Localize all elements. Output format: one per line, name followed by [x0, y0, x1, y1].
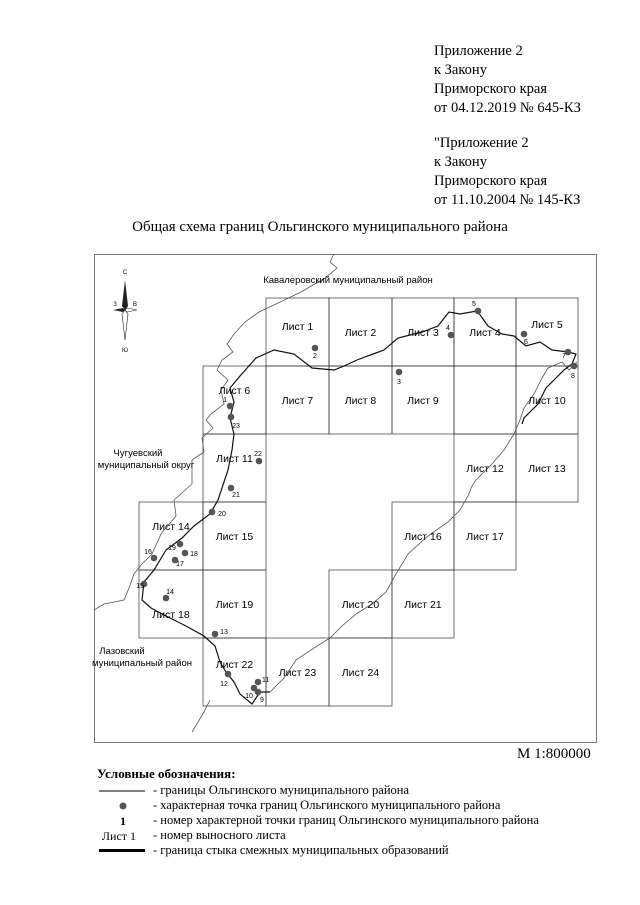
compass-w: З [113, 302, 117, 308]
boundary-point-dot [228, 485, 235, 492]
sheet-label: Лист 11 [216, 453, 253, 465]
boundary-point-dot [255, 679, 262, 686]
compass-e: В [132, 302, 138, 308]
boundary-point-number: 9 [260, 697, 264, 704]
boundary-point-number: 20 [218, 511, 226, 518]
legend-item-point-number [97, 813, 539, 828]
legend-item-junction [97, 843, 449, 858]
boundary-point-number: 15 [136, 583, 144, 590]
sheet-label: Лист 24 [341, 667, 380, 679]
boundary-point-number: 10 [245, 693, 253, 700]
amendment-appendix-line: Приложение 2 [434, 43, 523, 59]
legend-text: - номер выносного листа [153, 828, 286, 842]
boundary-point-labels [136, 301, 575, 704]
boundary-point-number: 11 [262, 677, 270, 684]
sheet-cell [139, 502, 203, 570]
outer-neighbor-line [94, 254, 337, 610]
boundary-point-number: 14 [166, 589, 174, 596]
boundary-point-number: 5 [472, 301, 476, 308]
neighbor-west-label-2: муниципальный округ [97, 460, 195, 471]
boundary-point-number: 22 [254, 451, 262, 458]
legend-text: - границы Ольгинского муниципального района [153, 783, 410, 797]
original-date-line: от 11.10.2004 № 145-КЗ [434, 192, 581, 208]
legend-text: - номер характерной точки границ Ольгинского муниципального района [153, 813, 539, 827]
map-scale: М 1:800000 [517, 746, 591, 762]
boundary-point-number: 21 [232, 492, 240, 499]
legend-item-point [97, 798, 501, 813]
sheet-label: Лист 12 [466, 463, 504, 475]
neighbor-southwest-label-2: муниципальный район [91, 658, 193, 669]
sheet-label: Лист 8 [344, 395, 377, 407]
boundary-point-number: 8 [571, 373, 575, 380]
boundary-point-number: 2 [313, 353, 317, 360]
boundary-point-number: 16 [144, 549, 152, 556]
point-number-symbol [97, 813, 149, 828]
boundary-point-dot [251, 685, 258, 692]
neighbor-north-label: Кавалеровский муниципальный район [263, 275, 433, 286]
sheet-label: Лист 22 [215, 659, 254, 671]
sheet-label: Лист 10 [528, 395, 566, 407]
amendment-date-line: от 04.12.2019 № 645-КЗ [434, 100, 581, 116]
boundary-point-number: 7 [562, 353, 566, 360]
sheet-label: Лист 23 [278, 667, 317, 679]
boundary-point-dot [448, 332, 455, 339]
point-dot-icon [97, 798, 149, 813]
boundary-point-number: 1 [223, 397, 227, 404]
sheet-cell [454, 366, 516, 434]
compass-s: Ю [121, 348, 129, 354]
legend-title: Условные обозначения: [97, 766, 236, 781]
original-appendix-line: "Приложение 2 [434, 135, 529, 151]
boundary-line-icon [97, 783, 149, 798]
original-law-line: к Закону [434, 154, 487, 170]
junction-line-icon [97, 843, 149, 858]
legend-item-sheet [97, 828, 286, 843]
sheet-cell [139, 570, 203, 638]
boundary-point-dot [475, 308, 482, 315]
compass-rose-icon [113, 270, 137, 354]
sheet-label: Лист 1 [281, 321, 314, 333]
sheet-label: Лист 17 [466, 531, 504, 543]
boundary-point-dot [182, 550, 189, 557]
boundary-point-number: 23 [232, 423, 240, 430]
boundary-point-number: 17 [176, 561, 184, 568]
sheet-label: Лист 3 [407, 327, 439, 339]
boundary-point-number: 12 [220, 681, 228, 688]
svg-text:Лист 1: Лист 1 [101, 829, 137, 843]
sheet-label: Лист 14 [152, 521, 190, 533]
amendment-region-line: Приморского края [434, 81, 548, 97]
boundary-point-dot [177, 541, 184, 548]
sheet-cell [203, 638, 266, 706]
boundary-point-dot [571, 363, 578, 370]
neighbor-west-label-1: Чугуевский [113, 448, 163, 459]
sheet-label: Лист 21 [404, 599, 442, 611]
boundary-point-number: 13 [220, 629, 228, 636]
sheet-label: Лист 15 [215, 531, 254, 543]
boundary-point-dot [225, 671, 232, 678]
sheet-label: Лист 2 [344, 327, 377, 339]
sheet-label: Лист 6 [218, 385, 251, 397]
sheet-label: Лист 19 [215, 599, 254, 611]
boundary-point-number: 19 [168, 545, 176, 552]
document-header [434, 42, 581, 210]
sheet-label: Лист 18 [152, 609, 190, 621]
boundary-point-number: 18 [190, 551, 198, 558]
sheet-label: Лист 4 [469, 327, 501, 339]
sheet-label: Лист 9 [407, 395, 439, 407]
legend-text: - характерная точка границ Ольгинского муниципального района [153, 798, 501, 812]
original-region-line: Приморского края [434, 173, 548, 189]
map-title: Общая схема границ Ольгинского муниципального района [132, 219, 508, 235]
boundary-point-dot [212, 631, 219, 638]
district-map [91, 254, 597, 743]
boundary-point-dot [521, 331, 528, 338]
sheet-label: Лист 13 [528, 463, 566, 475]
neighbor-southwest-label-1: Лазовский [99, 646, 145, 657]
boundary-point-dot [312, 345, 319, 352]
legend-text: - граница стыка смежных муниципальных образований [153, 843, 449, 857]
legend-item-boundary [97, 783, 410, 798]
district-boundary [142, 311, 477, 704]
sheet-label: Лист 7 [281, 395, 314, 407]
sheet-labels [152, 319, 566, 679]
boundary-point-number: 4 [446, 325, 450, 332]
boundary-point-dot [256, 458, 263, 465]
boundary-point-dot [396, 369, 403, 376]
boundary-point-number: 3 [397, 379, 401, 386]
compass-n: С [122, 270, 128, 276]
amendment-law-line: к Закону [434, 62, 487, 78]
sheet-label: Лист 5 [531, 319, 563, 331]
boundary-point-dot [228, 414, 235, 421]
southeast-neighbor-line [192, 700, 210, 732]
sheet-number-symbol [97, 828, 149, 843]
sheet-label: Лист 16 [404, 531, 442, 543]
boundary-point-dot [209, 509, 216, 516]
boundary-point-dot [227, 403, 234, 410]
svg-text:1: 1 [120, 814, 126, 828]
sheet-label: Лист 20 [341, 599, 380, 611]
boundary-point-number: 6 [524, 339, 528, 346]
legend [97, 766, 539, 858]
